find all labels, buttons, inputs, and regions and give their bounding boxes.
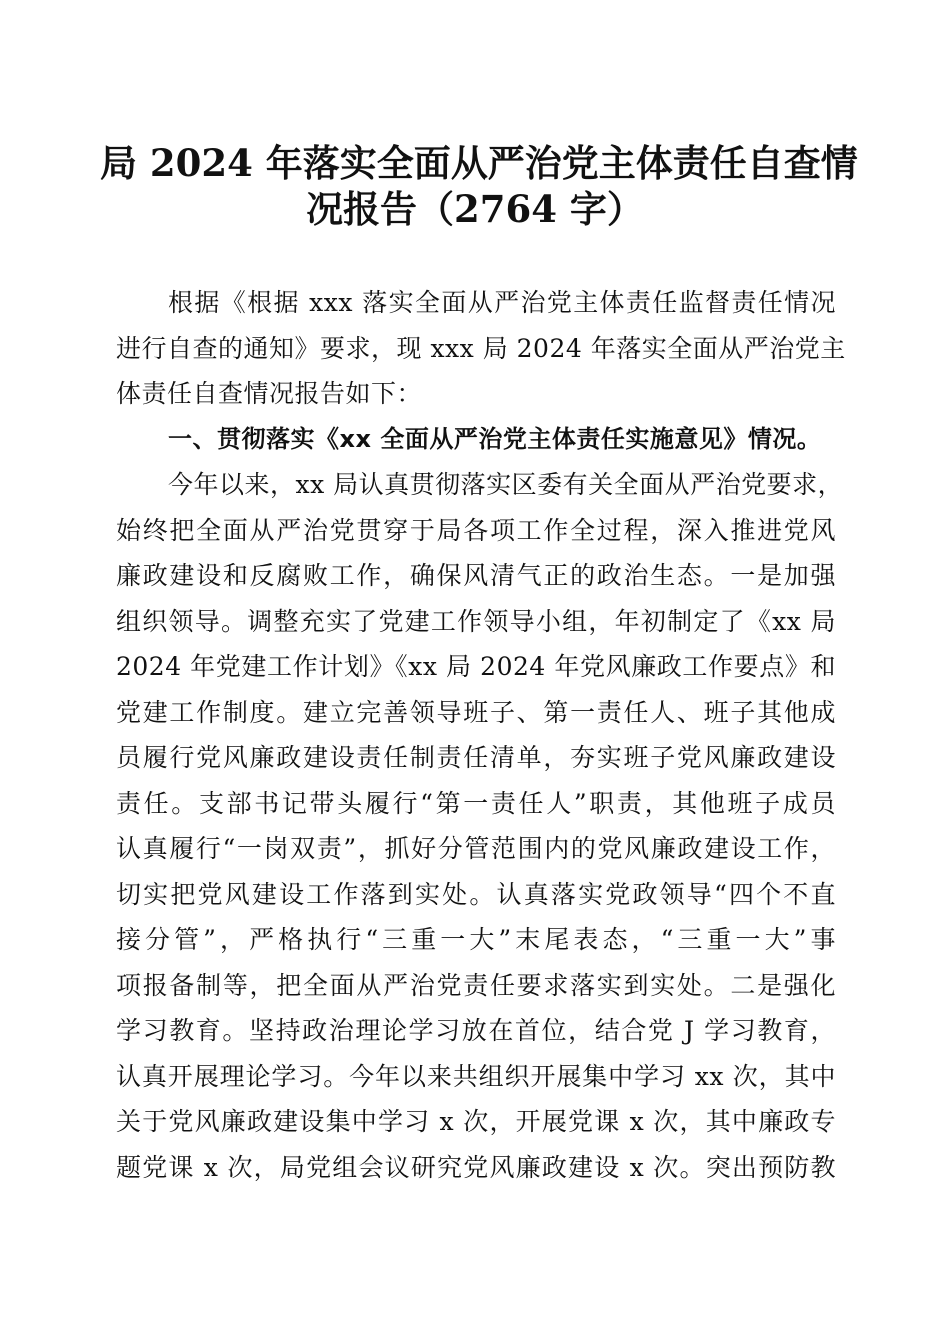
intro-paragraph [116, 280, 846, 417]
paragraph-line: 认真开展理论学习。今年以来共组织开展集中学习 xx 次，其中 [116, 1061, 836, 1091]
paragraph-line: 责任。支部书记带头履行“第一责任人”职责，其他班子成员 [116, 788, 836, 818]
title-line-1: 局 2024 年落实全面从严治党主体责任自查情 [100, 141, 858, 185]
paragraph-line: 进行自查的通知》要求，现 xxx 局 2024 年落实全面从严治党主 [116, 333, 846, 363]
paragraph-line: 切实把党风建设工作落到实处。认真落实党政领导“四个不直 [116, 879, 836, 909]
document-body [116, 280, 846, 1190]
paragraph-line: 党建工作制度。建立完善领导班子、第一责任人、班子其他成 [116, 697, 836, 727]
paragraph-line: 组织领导。调整充实了党建工作领导小组，年初制定了《xx 局 [116, 606, 836, 636]
section-heading: 一、贯彻落实《xx 全面从严治党主体责任实施意见》情况。 [168, 424, 822, 453]
paragraph-line: 认真履行“一岗双责”，抓好分管范围内的党风廉政建设工作， [116, 834, 836, 863]
paragraph-line: 廉政建设和反腐败工作，确保风清气正的政治生态。一是加强 [116, 561, 836, 590]
paragraph-line: 始终把全面从严治党贯穿于局各项工作全过程，深入推进党风 [116, 515, 836, 545]
paragraph-line: 接分管”，严格执行“三重一大”末尾表态，“三重一大”事 [116, 925, 836, 954]
title-line-2: 况报告（2764 字） [306, 187, 644, 231]
paragraph-line: 体责任自查情况报告如下： [116, 379, 423, 408]
paragraph-line: 今年以来，xx 局认真贯彻落实区委有关全面从严治党要求， [168, 470, 844, 499]
paragraph-line: 关于党风廉政建设集中学习 x 次，开展党课 x 次，其中廉政专 [116, 1107, 836, 1136]
section-1-paragraph [116, 462, 844, 1190]
document-title [100, 140, 858, 232]
paragraph-line: 员履行党风廉政建设责任制责任清单，夯实班子党风廉政建设 [116, 743, 836, 772]
paragraph-line: 根据《根据 xxx 落实全面从严治党主体责任监督责任情况 [168, 288, 836, 317]
paragraph-line: 学习教育。坚持政治理论学习放在首位，结合党 J 学习教育， [116, 1016, 836, 1045]
paragraph-line: 2024 年党建工作计划》《xx 局 2024 年党风廉政工作要点》和 [116, 652, 836, 681]
paragraph-line: 项报备制等，把全面从严治党责任要求落实到实处。二是强化 [116, 970, 836, 1000]
paragraph-line: 题党课 x 次，局党组会议研究党风廉政建设 x 次。突出预防教 [116, 1152, 836, 1182]
